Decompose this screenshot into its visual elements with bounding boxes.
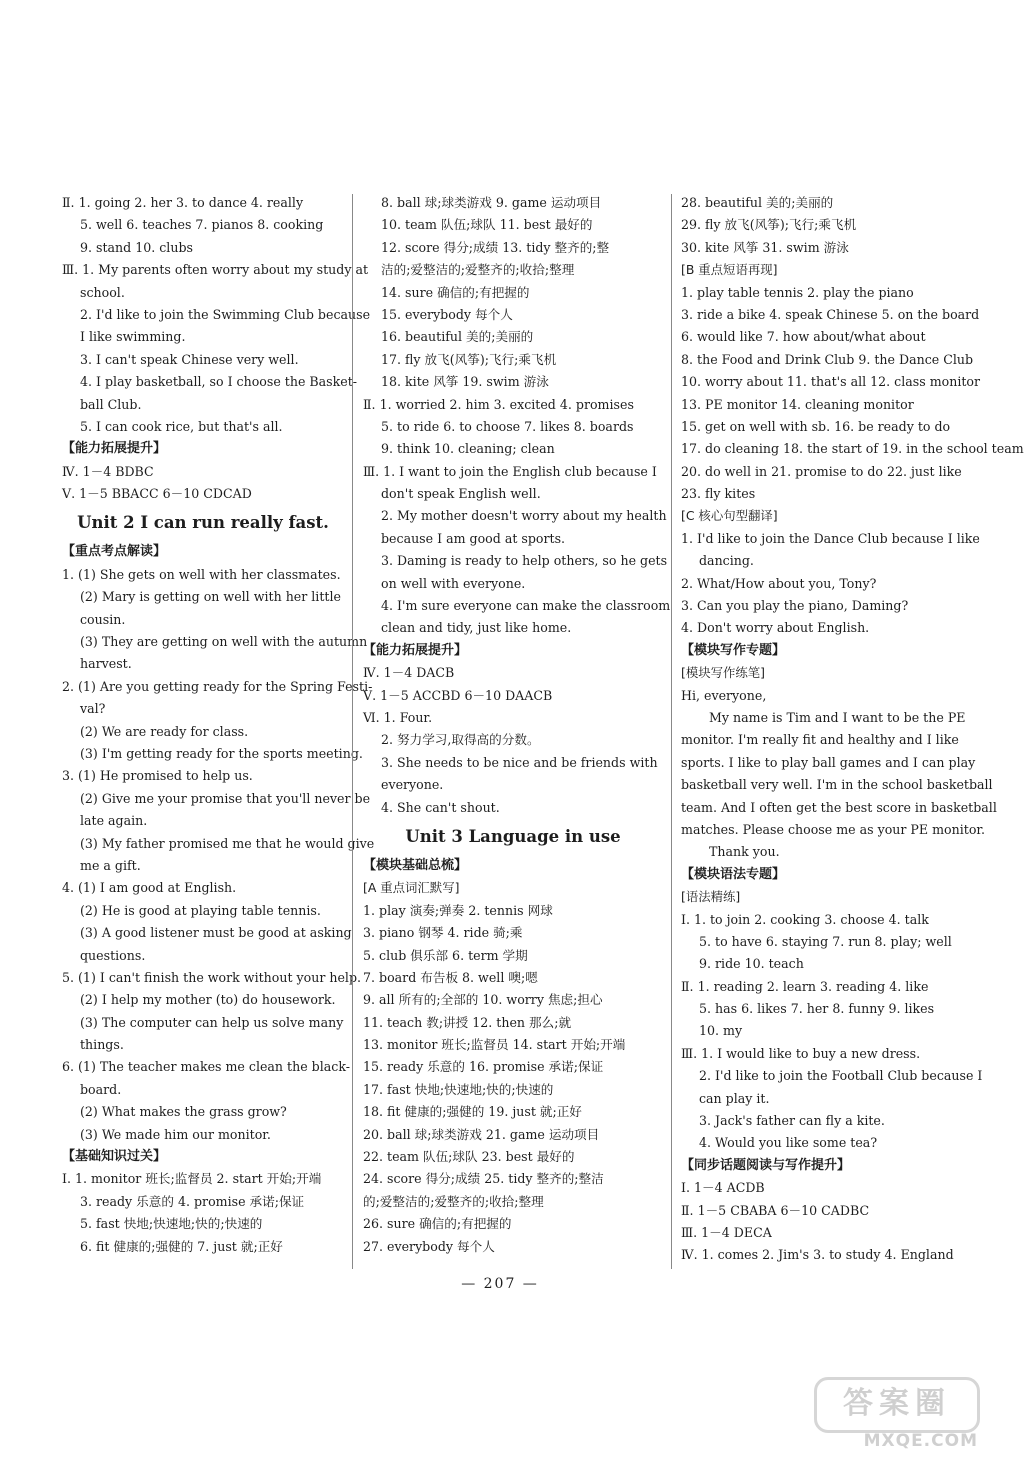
- answer-line: 9. stand 10. clubs: [80, 239, 193, 255]
- answer-line: (2) He is good at playing table tennis.: [80, 902, 321, 918]
- answer-line: 3. Jack's father can fly a kite.: [699, 1113, 885, 1129]
- answer-line: 4. She can't shout.: [381, 799, 500, 815]
- answer-line: I like swimming.: [80, 329, 186, 345]
- answer-line: Ⅳ. 1－4 BDBC: [62, 463, 154, 479]
- answer-line: Ⅳ. 1－4 DACB: [363, 665, 455, 681]
- answer-line: 22. team 队伍;球队 23. best 最好的: [363, 1149, 575, 1165]
- answer-line: 2. My mother doesn't worry about my health: [381, 508, 667, 524]
- answer-line: 3. (1) He promised to help us.: [62, 768, 253, 784]
- answer-line: 6. would like 7. how about/what about: [681, 329, 926, 345]
- answer-line: 30. kite 风筝 31. swim 游泳: [681, 239, 849, 255]
- answer-line: 10. my: [699, 1023, 743, 1039]
- answer-line: 29. fly 放飞(风筝);飞行;乘飞机: [681, 217, 857, 233]
- answer-line: 15. get on well with sb. 16. be ready to do: [681, 418, 951, 434]
- answer-line: 17. do cleaning 18. the start of 19. in the school team: [681, 441, 1024, 457]
- answer-line: 23. fly kites: [681, 486, 756, 502]
- answer-line: 2. (1) Are you getting ready for the Spring Festi-: [62, 678, 373, 694]
- answer-line: (3) They are getting on well with the autumn: [80, 634, 368, 650]
- answer-line: 2. 努力学习,取得高的分数。: [381, 732, 540, 748]
- answer-line: 15. ready 乐意的 16. promise 承诺;保证: [363, 1059, 604, 1075]
- answer-line: (3) We made him our monitor.: [80, 1126, 271, 1142]
- answer-line: dancing.: [699, 553, 754, 569]
- answer-line: matches. Please choose me as your PE monitor.: [681, 821, 986, 837]
- answer-line: 10. worry about 11. that's all 12. class monitor: [681, 374, 981, 390]
- subsection-heading: [C 核心句型翻译]: [681, 508, 778, 524]
- answer-line: 5. (1) I can't finish the work without your help.: [62, 969, 362, 985]
- unit-title: Unit 3 Language in use: [405, 826, 621, 846]
- answer-line: ball Club.: [80, 396, 142, 412]
- answer-line: 6. fit 健康的;强健的 7. just 就;正好: [80, 1238, 283, 1254]
- answer-line: 12. score 得分;成绩 13. tidy 整齐的;整: [381, 239, 610, 255]
- watermark-site: MXQE.COM: [863, 1431, 978, 1451]
- answer-line: 17. fly 放飞(风筝);飞行;乘飞机: [381, 351, 557, 367]
- answer-line: 3. She needs to be nice and be friends with: [381, 754, 658, 770]
- answer-line: 18. fit 健康的;强健的 19. just 就;正好: [363, 1104, 582, 1120]
- answer-line: (2) Mary is getting on well with her little: [80, 589, 341, 605]
- section-heading: 【能力拓展提升】: [62, 441, 167, 457]
- answer-line: team. And I often get the best score in basketball: [681, 799, 997, 815]
- answer-line: Ⅱ. 1. going 2. her 3. to dance 4. really: [62, 195, 304, 210]
- answer-line: 8. ball 球;球类游戏 9. game 运动项目: [381, 195, 602, 210]
- answer-line: school.: [80, 284, 125, 300]
- answer-line: Hi, everyone,: [681, 687, 767, 703]
- answer-line: 5. fast 快地;快速地;快的;快速的: [80, 1216, 263, 1232]
- answer-line: Ⅲ. 1. My parents often worry about my study at: [62, 262, 369, 278]
- answer-line: Ⅳ. 1. comes 2. Jim's 3. to study 4. England: [681, 1247, 954, 1263]
- section-heading: 【模块语法专题】: [681, 866, 786, 882]
- answer-line: everyone.: [381, 777, 444, 793]
- answer-line: 1. (1) She gets on well with her classmates.: [62, 566, 341, 582]
- answer-line: because I am good at sports.: [381, 530, 566, 546]
- answer-line: 3. ride a bike 4. speak Chinese 5. on the board: [681, 306, 980, 322]
- answer-line: Ⅵ. 1. Four.: [363, 709, 433, 725]
- answer-line: 1. I'd like to join the Dance Club because I like: [681, 530, 980, 546]
- answer-line: (2) We are ready for class.: [80, 723, 249, 739]
- answer-line: things.: [80, 1037, 124, 1053]
- answer-line: 26. sure 确信的;有把握的: [363, 1216, 512, 1232]
- answer-line: 7. board 布告板 8. well 噢;嗯: [363, 969, 538, 985]
- answer-line: me a gift.: [80, 857, 141, 873]
- answer-line: (2) What makes the grass grow?: [80, 1104, 287, 1120]
- answer-line: 18. kite 风筝 19. swim 游泳: [381, 374, 549, 390]
- answer-line: (3) The computer can help us solve many: [80, 1014, 344, 1030]
- answer-line: 13. monitor 班长;监督员 14. start 开始;开端: [363, 1037, 626, 1053]
- answer-line: on well with everyone.: [381, 575, 526, 591]
- answer-line: 3. ready 乐意的 4. promise 承诺;保证: [80, 1193, 305, 1209]
- answer-line: 3. Daming is ready to help others, so he gets: [381, 553, 668, 569]
- subsection-heading: [模块写作练笔]: [681, 665, 766, 681]
- answer-line: 3. Can you play the piano, Daming?: [681, 598, 909, 614]
- watermark-badge: 答案圈: [814, 1377, 980, 1433]
- section-heading: 【基础知识过关】: [62, 1149, 167, 1165]
- page-number: — 207 —: [461, 1276, 539, 1292]
- answer-line: sports. I like to play ball games and I can play: [681, 754, 976, 770]
- answer-line: Ⅲ. 1. I would like to buy a new dress.: [681, 1045, 921, 1061]
- answer-line: late again.: [80, 813, 148, 829]
- answer-line: Ⅱ. 1－5 CBABA 6－10 CADBC: [681, 1202, 870, 1218]
- answer-line: 24. score 得分;成绩 25. tidy 整齐的;整洁: [363, 1171, 604, 1187]
- answer-line: 10. team 队伍;球队 11. best 最好的: [381, 217, 593, 233]
- watermark-logo: [816, 1377, 984, 1459]
- answer-line: Ⅰ. 1. monitor 班长;监督员 2. start 开始;开端: [62, 1171, 322, 1187]
- answer-line: 4. I play basketball, so I choose the Basket-: [80, 374, 358, 390]
- subsection-heading: [A 重点词汇默写]: [363, 880, 460, 896]
- answer-line: 4. Don't worry about English.: [681, 620, 870, 636]
- answer-line: Ⅰ. 1. to join 2. cooking 3. choose 4. talk: [681, 911, 929, 927]
- column-left: [62, 192, 375, 1258]
- answer-line: 5. club 俱乐部 6. term 学期: [363, 947, 528, 963]
- subsection-heading: [B 重点短语再现]: [681, 262, 778, 278]
- section-heading: 【能力拓展提升】: [363, 642, 468, 658]
- section-heading: 【模块基础总梳】: [363, 857, 468, 873]
- answer-line: Ⅱ. 1. reading 2. learn 3. reading 4. like: [681, 978, 929, 994]
- answer-line: Ⅲ. 1. I want to join the English club because I: [363, 463, 657, 479]
- answer-line: 9. all 所有的;全部的 10. worry 焦虑;担心: [363, 992, 603, 1008]
- answer-line: 5. to ride 6. to choose 7. likes 8. boards: [381, 418, 634, 434]
- answer-line: 4. Would you like some tea?: [699, 1135, 878, 1151]
- answer-line: Ⅴ. 1－5 BBACC 6－10 CDCAD: [62, 486, 252, 502]
- answer-line: 2. I'd like to join the Swimming Club because: [80, 306, 371, 322]
- answer-line: can play it.: [699, 1090, 770, 1106]
- answer-line: clean and tidy, just like home.: [381, 620, 572, 636]
- answer-line: 28. beautiful 美的;美丽的: [681, 195, 834, 210]
- answer-line: 9. think 10. cleaning; clean: [381, 441, 555, 457]
- answer-line: Ⅲ. 1－4 DECA: [681, 1224, 772, 1240]
- answer-line: 1. play 演奏;弹奏 2. tennis 网球: [363, 902, 553, 918]
- answer-line: 5. I can cook rice, but that's all.: [80, 418, 283, 434]
- answer-line: My name is Tim and I want to be the PE: [709, 709, 966, 725]
- subsection-heading: [语法精练]: [681, 889, 741, 905]
- answer-line: 13. PE monitor 14. cleaning monitor: [681, 396, 914, 412]
- answer-line: (3) I'm getting ready for the sports meeting.: [80, 745, 363, 761]
- answer-line: (3) A good listener must be good at asking: [80, 925, 352, 941]
- answer-line: 8. the Food and Drink Club 9. the Dance Club: [681, 351, 974, 367]
- answer-line: Ⅴ. 1－5 ACCBD 6－10 DAACB: [363, 687, 553, 703]
- answer-line: val?: [80, 701, 106, 717]
- answer-line: Thank you.: [709, 844, 780, 860]
- answer-line: questions.: [80, 947, 146, 963]
- column-middle: [363, 192, 671, 1258]
- answer-line: 6. (1) The teacher makes me clean the black-: [62, 1059, 350, 1075]
- answer-line: Ⅰ. 1－4 ACDB: [681, 1180, 765, 1196]
- answer-line: 5. has 6. likes 7. her 8. funny 9. likes: [699, 1001, 935, 1017]
- answer-line: 4. (1) I am good at English.: [62, 880, 237, 896]
- answer-line: board.: [80, 1081, 122, 1097]
- answer-line: cousin.: [80, 611, 126, 627]
- answer-line: don't speak English well.: [381, 486, 541, 502]
- answer-line: Ⅱ. 1. worried 2. him 3. excited 4. promises: [363, 396, 634, 412]
- answer-line: 20. ball 球;球类游戏 21. game 运动项目: [363, 1126, 600, 1142]
- answer-line: 3. piano 钢琴 4. ride 骑;乘: [363, 925, 523, 941]
- column-right: [681, 192, 1024, 1267]
- answer-line: 16. beautiful 美的;美丽的: [381, 329, 534, 345]
- answer-line: 20. do well in 21. promise to do 22. just like: [681, 463, 962, 479]
- answer-line: 2. What/How about you, Tony?: [681, 575, 877, 591]
- answer-line: 11. teach 教;讲授 12. then 那么;就: [363, 1014, 572, 1030]
- section-heading: 【模块写作专题】: [681, 642, 786, 658]
- answer-line: 9. ride 10. teach: [699, 956, 804, 972]
- answer-line: (2) Give me your promise that you'll never be: [80, 790, 371, 806]
- answer-line: (2) I help my mother (to) do housework.: [80, 992, 336, 1008]
- answer-line: 17. fast 快地;快速地;快的;快速的: [363, 1081, 554, 1097]
- answer-line: 2. I'd like to join the Football Club because I: [699, 1068, 983, 1084]
- answer-line: 15. everybody 每个人: [381, 306, 513, 322]
- answer-line: 4. I'm sure everyone can make the classroom: [381, 598, 671, 614]
- answer-line: 1. play table tennis 2. play the piano: [681, 284, 914, 300]
- answer-line: 5. well 6. teaches 7. pianos 8. cooking: [80, 217, 324, 233]
- column-divider: [352, 194, 353, 1269]
- answer-line: basketball very well. I'm in the school basketball: [681, 777, 993, 793]
- answer-line: 14. sure 确信的;有把握的: [381, 284, 530, 300]
- answer-line: 洁的;爱整洁的;爱整齐的;收拾;整理: [381, 262, 575, 278]
- answer-line: 的;爱整洁的;爱整齐的;收拾;整理: [363, 1193, 544, 1209]
- column-divider: [671, 194, 672, 1269]
- answer-line: 27. everybody 每个人: [363, 1238, 495, 1254]
- answer-line: harvest.: [80, 656, 132, 672]
- answer-line: (3) My father promised me that he would give: [80, 835, 375, 851]
- answer-line: monitor. I'm really fit and healthy and I like: [681, 732, 959, 748]
- answer-line: 5. to have 6. staying 7. run 8. play; well: [699, 933, 952, 949]
- unit-title: Unit 2 I can run really fast.: [77, 513, 329, 533]
- answer-line: 3. I can't speak Chinese very well.: [80, 351, 299, 367]
- section-heading: 【同步话题阅读与写作提升】: [681, 1157, 851, 1173]
- section-heading: 【重点考点解读】: [62, 544, 167, 560]
